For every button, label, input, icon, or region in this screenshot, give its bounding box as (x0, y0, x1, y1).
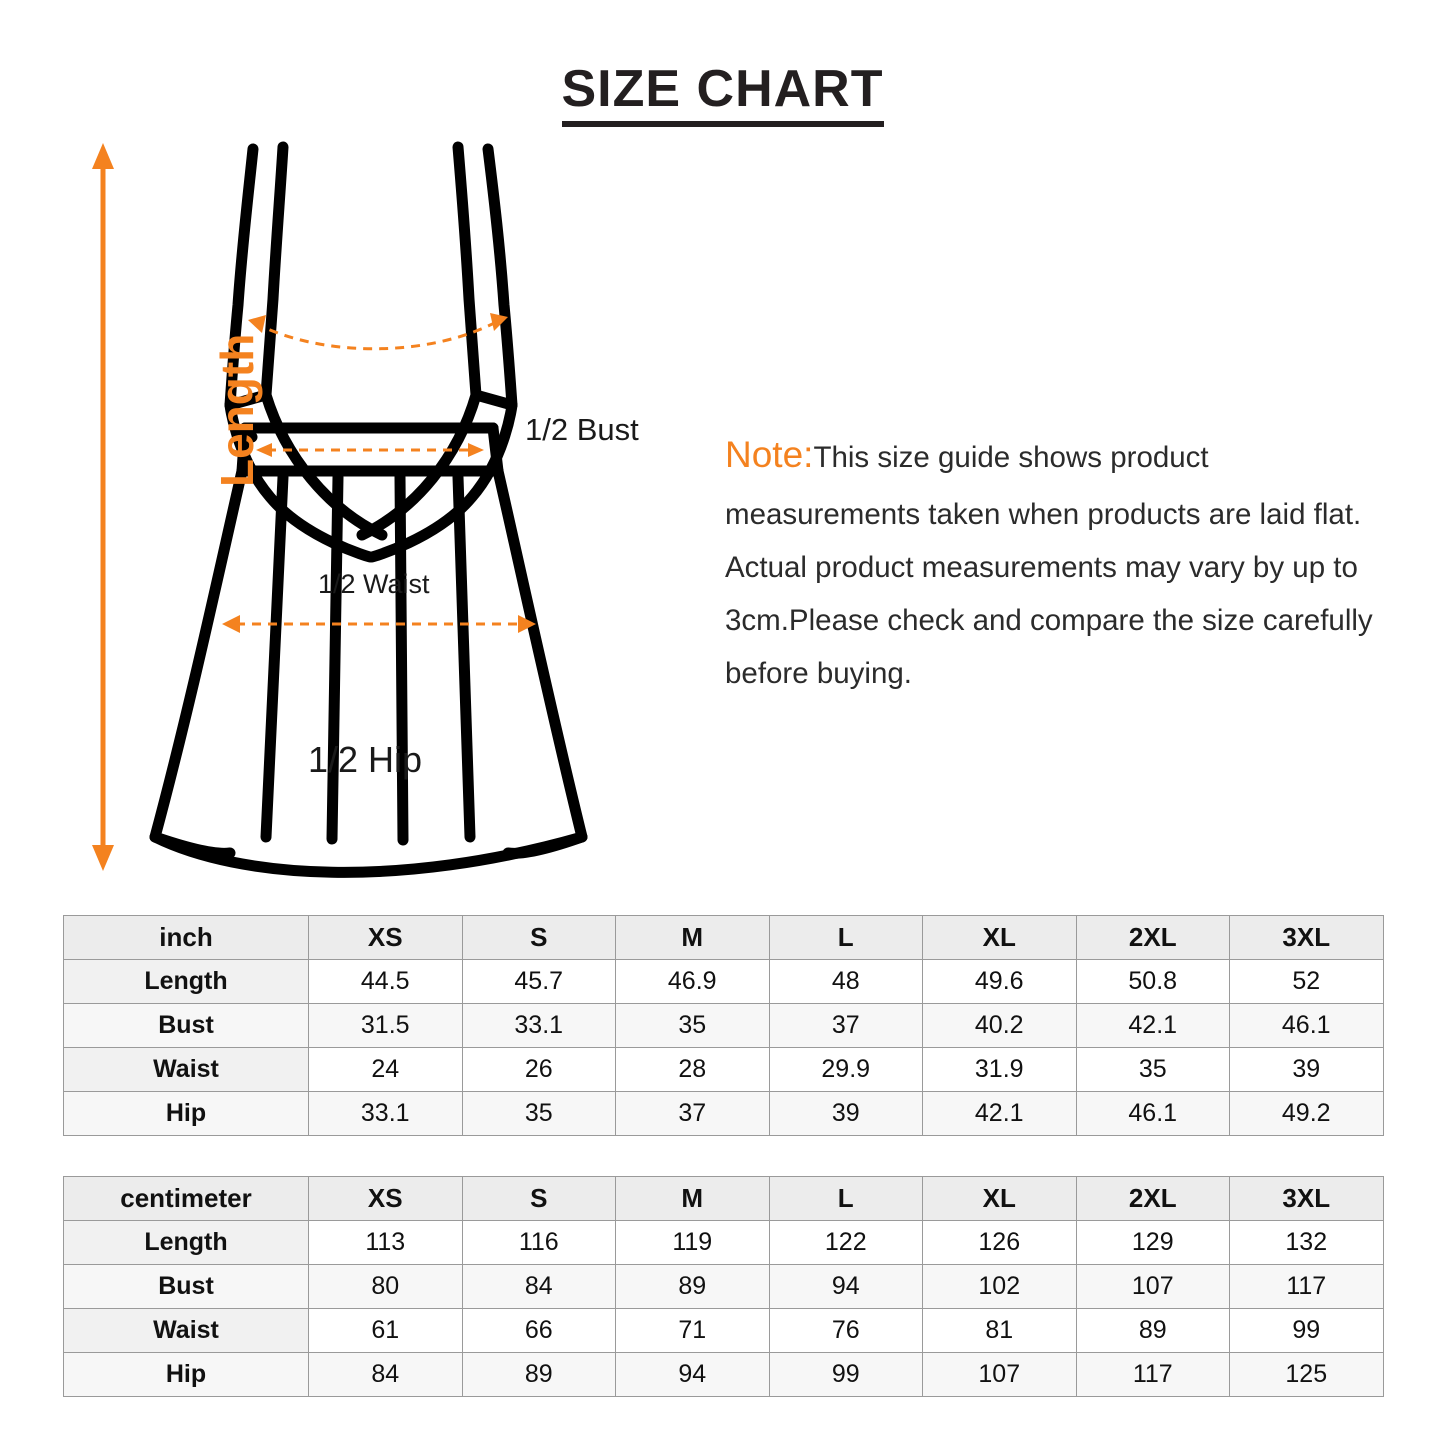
row-label-bust: Bust (64, 1265, 309, 1309)
hip-label: 1/2 Hip (308, 738, 423, 780)
page-title-container (0, 0, 1445, 127)
row-label-waist: Waist (64, 1048, 309, 1092)
cell: 126 (923, 1221, 1077, 1265)
cell: 52 (1230, 960, 1384, 1004)
cell: 89 (462, 1353, 616, 1397)
table-header-row (64, 1177, 1384, 1221)
cell: 24 (309, 1048, 463, 1092)
table-row (64, 1004, 1384, 1048)
table-row (64, 1048, 1384, 1092)
length-label: Length (211, 333, 263, 487)
table-row (64, 1353, 1384, 1397)
note-body: This size guide shows product measurements taken when products are laid flat. Actual product measurements may vary by up to 3cm.Please check and compare the size carefully before buying. (725, 440, 1373, 691)
cell: 33.1 (462, 1004, 616, 1048)
col-header-l: L (769, 1177, 923, 1221)
cell: 49.6 (923, 960, 1077, 1004)
row-label-hip: Hip (64, 1353, 309, 1397)
cell: 35 (616, 1004, 770, 1048)
table-row (64, 1309, 1384, 1353)
cell: 39 (1230, 1048, 1384, 1092)
cell: 26 (462, 1048, 616, 1092)
dress-diagram (70, 137, 710, 897)
cell: 94 (769, 1265, 923, 1309)
cell: 129 (1076, 1221, 1230, 1265)
row-label-hip: Hip (64, 1092, 309, 1136)
col-header-l: L (769, 916, 923, 960)
row-label-bust: Bust (64, 1004, 309, 1048)
cell: 46.1 (1076, 1092, 1230, 1136)
cell: 89 (1076, 1309, 1230, 1353)
cell: 42.1 (923, 1092, 1077, 1136)
cell: 99 (1230, 1309, 1384, 1353)
col-header-3xl: 3XL (1230, 1177, 1384, 1221)
cell: 94 (616, 1353, 770, 1397)
table-header-row (64, 916, 1384, 960)
cell: 37 (769, 1004, 923, 1048)
size-tables (63, 915, 1383, 1397)
cell: 113 (309, 1221, 463, 1265)
bust-measure-arrow (255, 319, 502, 349)
cell: 102 (923, 1265, 1077, 1309)
cell: 117 (1230, 1265, 1384, 1309)
cell: 80 (309, 1265, 463, 1309)
col-header-xl: XL (923, 916, 1077, 960)
col-header-2xl: 2XL (1076, 916, 1230, 960)
cell: 39 (769, 1092, 923, 1136)
table-gap (63, 1136, 1383, 1176)
cell: 81 (923, 1309, 1077, 1353)
table-row (64, 960, 1384, 1004)
cell: 122 (769, 1221, 923, 1265)
table-row (64, 1265, 1384, 1309)
cell: 132 (1230, 1221, 1384, 1265)
cell: 40.2 (923, 1004, 1077, 1048)
cell: 89 (616, 1265, 770, 1309)
cell: 37 (616, 1092, 770, 1136)
row-label-length: Length (64, 1221, 309, 1265)
note-label: Note: (725, 433, 814, 475)
size-table-cm (63, 1176, 1384, 1397)
cell: 31.5 (309, 1004, 463, 1048)
col-header-m: M (616, 916, 770, 960)
col-header-s: S (462, 1177, 616, 1221)
cell: 66 (462, 1309, 616, 1353)
col-header-xs: XS (309, 916, 463, 960)
cell: 45.7 (462, 960, 616, 1004)
cell: 31.9 (923, 1048, 1077, 1092)
cell: 84 (462, 1265, 616, 1309)
unit-header-centimeter: centimeter (64, 1177, 309, 1221)
cell: 61 (309, 1309, 463, 1353)
table-row (64, 1092, 1384, 1136)
cell: 99 (769, 1353, 923, 1397)
cell: 28 (616, 1048, 770, 1092)
cell: 116 (462, 1221, 616, 1265)
cell: 46.9 (616, 960, 770, 1004)
cell: 44.5 (309, 960, 463, 1004)
dress-outline (229, 147, 512, 557)
cell: 84 (309, 1353, 463, 1397)
diagram-and-note (0, 127, 1445, 897)
cell: 35 (1076, 1048, 1230, 1092)
note-paragraph (725, 422, 1405, 701)
cell: 49.2 (1230, 1092, 1384, 1136)
cell: 42.1 (1076, 1004, 1230, 1048)
length-arrow (92, 143, 114, 871)
cell: 76 (769, 1309, 923, 1353)
cell: 119 (616, 1221, 770, 1265)
col-header-xs: XS (309, 1177, 463, 1221)
size-table-inch (63, 915, 1384, 1136)
col-header-xl: XL (923, 1177, 1077, 1221)
row-label-waist: Waist (64, 1309, 309, 1353)
row-label-length: Length (64, 960, 309, 1004)
cell: 117 (1076, 1353, 1230, 1397)
cell: 35 (462, 1092, 616, 1136)
cell: 29.9 (769, 1048, 923, 1092)
cell: 107 (1076, 1265, 1230, 1309)
page-title: SIZE CHART (562, 62, 884, 127)
cell: 125 (1230, 1353, 1384, 1397)
col-header-2xl: 2XL (1076, 1177, 1230, 1221)
cell: 46.1 (1230, 1004, 1384, 1048)
cell: 50.8 (1076, 960, 1230, 1004)
dress-illustration-svg (70, 137, 710, 897)
cell: 71 (616, 1309, 770, 1353)
note-block (725, 422, 1405, 701)
waist-label: 1/2 Waist (318, 568, 430, 599)
table-row (64, 1221, 1384, 1265)
cell: 107 (923, 1353, 1077, 1397)
col-header-3xl: 3XL (1230, 916, 1384, 960)
cell: 48 (769, 960, 923, 1004)
cell: 33.1 (309, 1092, 463, 1136)
bust-label: 1/2 Bust (525, 411, 639, 447)
col-header-s: S (462, 916, 616, 960)
col-header-m: M (616, 1177, 770, 1221)
unit-header-inch: inch (64, 916, 309, 960)
